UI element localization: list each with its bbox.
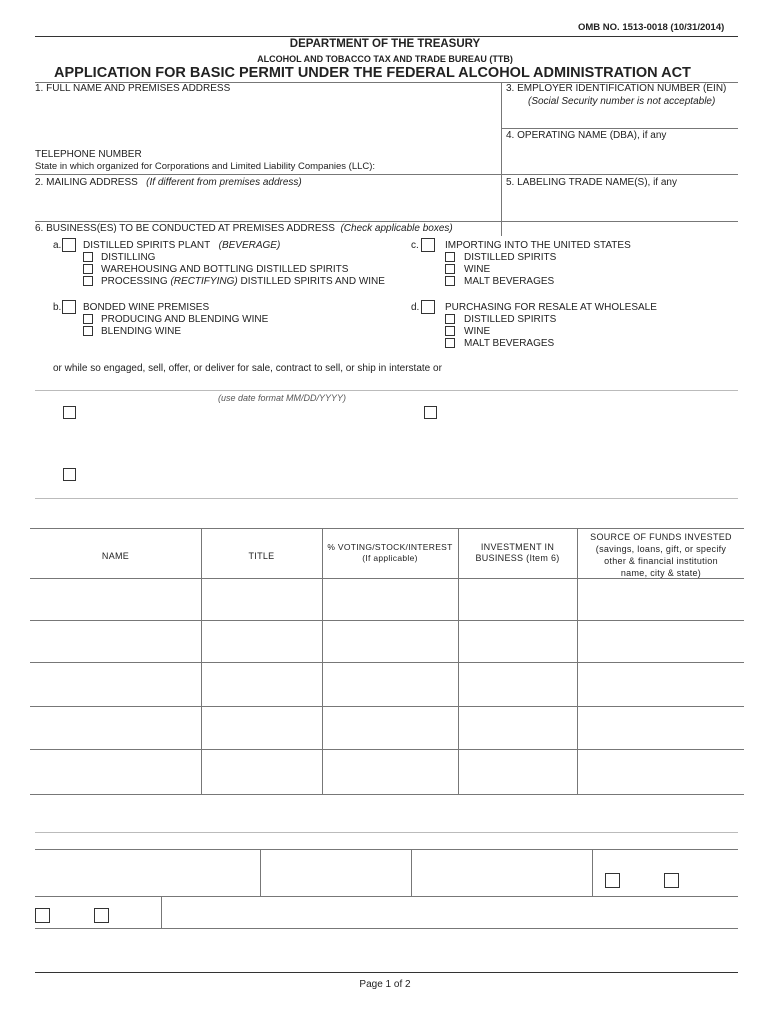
page-title: APPLICATION FOR BASIC PERMIT UNDER THE FEDERAL ALCOHOL ADMINISTRATION ACT — [54, 65, 691, 81]
item2-text: 2. MAILING ADDRESS — [35, 177, 138, 188]
divider — [35, 896, 738, 897]
divider — [161, 896, 162, 928]
divider — [35, 928, 738, 929]
state-llc-label: State in which organized for Corporations and Limited Liability Companies (LLC): — [35, 161, 376, 172]
import-malt-checkbox[interactable] — [445, 276, 455, 286]
footer-rule — [35, 972, 738, 973]
wholesale-distilled-checkbox[interactable] — [445, 314, 455, 324]
a-letter: a. — [53, 240, 62, 251]
trade-name-field[interactable] — [505, 190, 735, 220]
option-checkbox-2[interactable] — [424, 406, 437, 419]
processing-checkbox[interactable] — [83, 276, 93, 286]
a-sub3-post: DISTILLED SPIRITS AND WINE — [240, 276, 385, 287]
table-row[interactable] — [31, 707, 743, 748]
bonded-wine-checkbox[interactable] — [62, 300, 76, 314]
wholesale-checkbox[interactable] — [421, 300, 435, 314]
divider — [35, 832, 738, 833]
item2-note: (If different from premises address) — [146, 177, 302, 188]
col-source-header-3: other & financial institution — [604, 556, 718, 566]
premises-address-field[interactable] — [36, 97, 496, 149]
divider — [592, 849, 593, 896]
interstate-text: or while so engaged, sell, offer, or deliver for sale, contract to sell, or ship in interstate or — [53, 363, 442, 374]
a-sub2-label: WAREHOUSING AND BOTTLING DISTILLED SPIRITS — [101, 264, 349, 275]
department-title: DEPARTMENT OF THE TREASURY — [289, 38, 481, 50]
option-checkbox-7[interactable] — [94, 908, 109, 923]
a-main-note: (BEVERAGE) — [218, 240, 281, 251]
col-investment-header: INVESTMENT IN — [480, 542, 555, 552]
bureau-title: ALCOHOL AND TOBACCO TAX AND TRADE BUREAU (TTB) — [257, 54, 513, 64]
wholesale-malt-checkbox[interactable] — [445, 338, 455, 348]
signature-field[interactable] — [36, 851, 258, 894]
divider — [501, 82, 502, 222]
distilling-checkbox[interactable] — [83, 252, 93, 262]
item6-text: 6. BUSINESS(ES) TO BE CONDUCTED AT PREMISES ADDRESS — [35, 223, 335, 234]
a-main-label — [83, 240, 280, 252]
d-main-label: PURCHASING FOR RESALE AT WHOLESALE — [445, 302, 657, 313]
divider — [260, 849, 261, 896]
title-field[interactable] — [262, 851, 409, 894]
item1-label: 1. FULL NAME AND PREMISES ADDRESS — [35, 83, 231, 94]
b-main-label: BONDED WINE PREMISES — [83, 302, 210, 313]
wholesale-wine-checkbox[interactable] — [445, 326, 455, 336]
option-checkbox-5[interactable] — [664, 873, 679, 888]
import-distilled-spirits-checkbox[interactable] — [445, 252, 455, 262]
option-checkbox-4[interactable] — [605, 873, 620, 888]
option-checkbox-3[interactable] — [63, 468, 76, 481]
producing-blending-checkbox[interactable] — [83, 314, 93, 324]
omb-number: OMB NO. 1513-0018 (10/31/2014) — [578, 22, 725, 33]
item6-note: (Check applicable boxes) — [340, 223, 453, 234]
mailing-address-field[interactable] — [36, 190, 496, 220]
d-sub2-label: WINE — [464, 326, 491, 337]
table-bottom-rule — [30, 794, 744, 795]
col-name-header: NAME — [101, 551, 130, 561]
importing-checkbox[interactable] — [421, 238, 435, 252]
divider — [35, 174, 738, 175]
c-main-label: IMPORTING INTO THE UNITED STATES — [445, 240, 631, 251]
c-sub3-label: MALT BEVERAGES — [464, 276, 555, 287]
divider — [35, 221, 738, 222]
c-letter: c. — [411, 240, 419, 251]
divider — [35, 849, 738, 850]
item3-note: (Social Security number is not acceptable) — [528, 96, 716, 107]
date-format-note: (use date format MM/DD/YYYY) — [218, 393, 347, 403]
divider — [501, 128, 738, 129]
d-sub3-label: MALT BEVERAGES — [464, 338, 555, 349]
remarks-field[interactable] — [163, 898, 736, 926]
distilled-spirits-plant-checkbox[interactable] — [62, 238, 76, 252]
item5-label: 5. LABELING TRADE NAME(S), if any — [506, 177, 677, 188]
table-row[interactable] — [31, 750, 743, 793]
col-investment-header-2: BUSINESS (Item 6) — [475, 553, 560, 563]
page-number: Page 1 of 2 — [359, 979, 411, 990]
warehousing-checkbox[interactable] — [83, 264, 93, 274]
option-checkbox-1[interactable] — [63, 406, 76, 419]
col-voting-note: (If applicable) — [362, 553, 418, 563]
header-rule — [35, 36, 738, 37]
b-sub1-label: PRODUCING AND BLENDING WINE — [101, 314, 269, 325]
operating-name-field[interactable] — [505, 143, 735, 171]
c-sub1-label: DISTILLED SPIRITS — [464, 252, 557, 263]
divider — [501, 221, 502, 236]
a-sub3-pre: PROCESSING — [101, 276, 168, 287]
table-row[interactable] — [31, 621, 743, 661]
col-source-header-2: (savings, loans, gift, or specify — [595, 544, 727, 554]
divider — [411, 849, 412, 896]
divider — [35, 390, 738, 391]
d-sub1-label: DISTILLED SPIRITS — [464, 314, 557, 325]
table-row[interactable] — [31, 663, 743, 705]
b-letter: b. — [53, 302, 62, 313]
item3-label: 3. EMPLOYER IDENTIFICATION NUMBER (EIN) — [506, 83, 727, 94]
telephone-label: TELEPHONE NUMBER — [35, 149, 142, 160]
option-checkbox-6[interactable] — [35, 908, 50, 923]
item4-label: 4. OPERATING NAME (DBA), if any — [506, 130, 667, 141]
date-field[interactable] — [413, 851, 590, 894]
table-row[interactable] — [31, 579, 743, 619]
col-source-header-4: name, city & state) — [620, 568, 702, 578]
a-sub3-label — [101, 276, 385, 288]
item2-label — [35, 177, 302, 189]
ein-field[interactable] — [505, 108, 735, 126]
a-main-text: DISTILLED SPIRITS PLANT — [83, 240, 211, 251]
table-top-rule — [30, 528, 744, 529]
blending-wine-checkbox[interactable] — [83, 326, 93, 336]
col-title-header: TITLE — [248, 551, 275, 561]
divider — [35, 498, 738, 499]
a-sub1-label: DISTILLING — [101, 252, 156, 263]
col-voting-header: % VOTING/STOCK/INTEREST — [327, 542, 453, 552]
d-letter: d. — [411, 302, 420, 313]
b-sub2-label: BLENDING WINE — [101, 326, 182, 337]
import-wine-checkbox[interactable] — [445, 264, 455, 274]
c-sub2-label: WINE — [464, 264, 491, 275]
col-source-header: SOURCE OF FUNDS INVESTED — [590, 532, 732, 542]
a-sub3-note: (RECTIFYING) — [170, 276, 238, 287]
item6-heading — [35, 223, 453, 235]
